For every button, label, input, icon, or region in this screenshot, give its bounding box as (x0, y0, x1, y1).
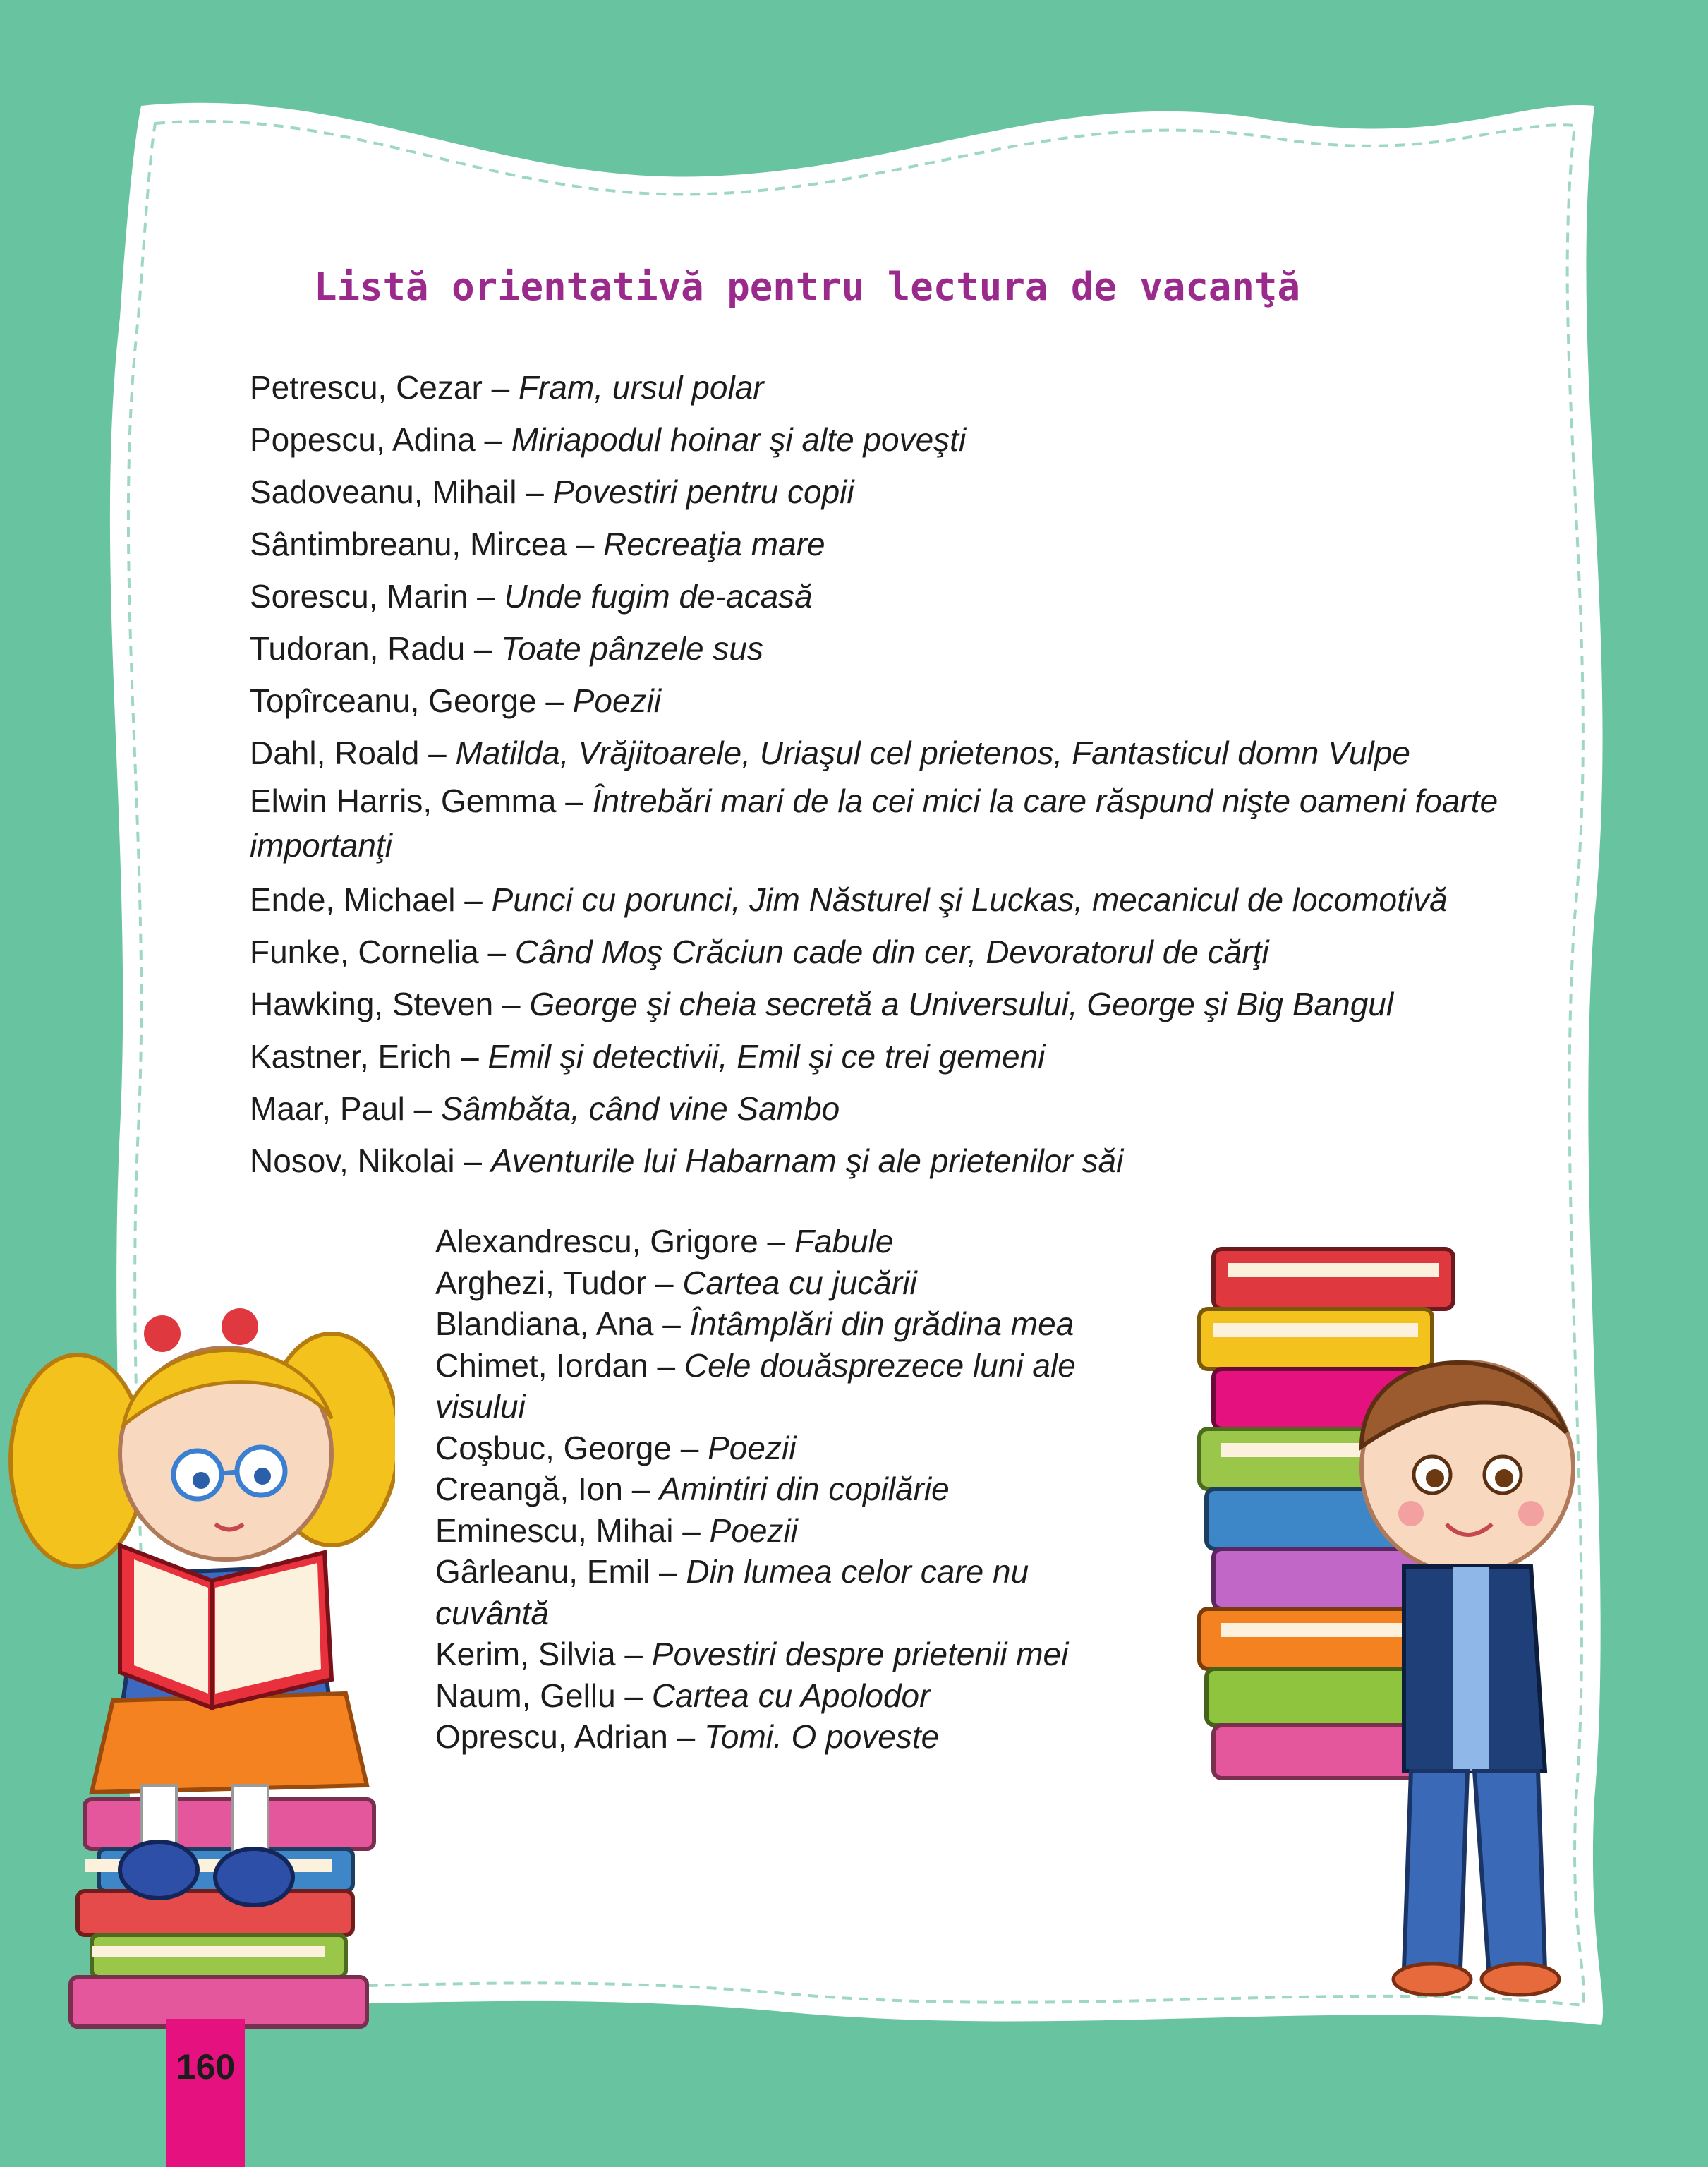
girl-reading-illustration (0, 1249, 395, 2032)
entry-separator: – (653, 1305, 690, 1342)
entry-book-titles: Când Moş Crăciun cade din cer, Devoratorul de cărţi (514, 934, 1269, 970)
entry-book-titles: Din lumea celor care nu cuvântă (435, 1553, 1029, 1631)
entry-separator: – (673, 1511, 710, 1549)
reading-list-entry (435, 1634, 1141, 1675)
entry-author: Topîrceanu, George (250, 682, 537, 719)
reading-list-entry (435, 1716, 1141, 1758)
reading-list-primary (250, 361, 1590, 1187)
entry-author: Elwin Harris, Gemma (250, 783, 557, 819)
reading-list-entry (250, 1082, 1590, 1135)
entry-author: Alexandrescu, Grigore (435, 1223, 758, 1260)
entry-book-titles: Întrebări mari de la cei mici la care răspund nişte oameni foarte importanţi (250, 783, 1498, 864)
entry-separator: – (404, 1090, 442, 1127)
entry-author: Sadoveanu, Mihail (250, 473, 517, 510)
entry-book-titles: Poezii (708, 1429, 797, 1466)
entry-separator: – (454, 1142, 491, 1179)
reading-list-entry (435, 1551, 1113, 1634)
entry-separator: – (536, 682, 573, 719)
entry-author: Petrescu, Cezar (250, 369, 483, 406)
entry-author: Blandiana, Ana (435, 1305, 654, 1342)
entry-book-titles: Punci cu porunci, Jim Năsturel şi Luckas, mecanicul de locomotivă (491, 881, 1448, 918)
page-number: 160 (176, 2047, 236, 2087)
reading-list-entry (250, 466, 1590, 518)
entry-book-titles: Unde fugim de-acasă (504, 578, 813, 615)
entry-book-titles: Amintiri din copilărie (659, 1471, 950, 1507)
entry-author: Tudoran, Radu (250, 630, 466, 667)
entry-author: Sântimbreanu, Mircea (250, 526, 567, 562)
entry-book-titles: Miriapodul hoinar şi alte poveşti (511, 421, 967, 458)
reading-list-entry (250, 675, 1590, 727)
entry-author: Coşbuc, George (435, 1429, 672, 1466)
entry-author: Eminescu, Mihai (435, 1511, 674, 1549)
entry-book-titles: Întâmplări din grădina mea (689, 1305, 1074, 1342)
reading-list-entry (250, 622, 1590, 675)
entry-separator: – (615, 1677, 652, 1714)
entry-book-titles: Recreaţia mare (603, 526, 825, 562)
entry-author: Maar, Paul (250, 1090, 405, 1127)
entry-author: Gârleanu, Emil (435, 1553, 650, 1590)
entry-separator: – (615, 1636, 652, 1672)
entry-separator: – (758, 1223, 794, 1260)
reading-list-entry (435, 1262, 1141, 1304)
entry-separator: – (622, 1471, 660, 1507)
entry-book-titles: Aventurile lui Habarnam şi ale prietenilor săi (490, 1142, 1124, 1179)
page-title: Listă orientativă pentru lectura de vacanţă (314, 265, 1300, 309)
reading-list-entry (435, 1468, 1141, 1510)
entry-author: Creangă, Ion (435, 1471, 623, 1507)
entry-separator: – (493, 986, 530, 1022)
reading-list-entry (250, 727, 1590, 779)
reading-list-entry (250, 926, 1590, 978)
entry-separator: – (516, 473, 553, 510)
entry-author: Hawking, Steven (250, 986, 494, 1022)
entry-book-titles: Fabule (794, 1223, 894, 1260)
boy-carrying-books-illustration (1136, 1235, 1587, 2004)
entry-book-titles: Povestiri pentru copii (552, 473, 854, 510)
entry-book-titles: Poezii (709, 1511, 798, 1549)
entry-separator: – (465, 630, 502, 667)
entry-author: Kerim, Silvia (435, 1636, 616, 1672)
entry-book-titles: Fram, ursul polar (518, 369, 764, 406)
entry-separator: – (671, 1429, 708, 1466)
entry-book-titles: George şi cheia secretă a Universului, George şi Big Bangul (529, 986, 1394, 1022)
entry-separator: – (478, 934, 515, 970)
reading-list-entry (250, 874, 1590, 926)
entry-author: Sorescu, Marin (250, 578, 468, 615)
entry-book-titles: Tomi. O poveste (704, 1718, 940, 1755)
entry-separator: – (556, 783, 593, 819)
reading-list-entry (250, 978, 1590, 1030)
reading-list-entry (435, 1427, 1141, 1469)
reading-list-entry (250, 779, 1541, 868)
entry-separator: – (648, 1346, 684, 1384)
reading-list-entry (250, 414, 1590, 466)
entry-separator: – (475, 421, 511, 458)
entry-book-titles: Povestiri despre prietenii mei (651, 1636, 1069, 1672)
entry-book-titles: Cartea cu jucării (682, 1264, 917, 1301)
entry-separator: – (646, 1264, 683, 1301)
entry-separator: – (482, 369, 519, 406)
entry-author: Dahl, Roald (250, 735, 420, 771)
entry-author: Chimet, Iordan (435, 1346, 648, 1384)
page-number-tab (166, 2019, 245, 2167)
reading-list-entry (435, 1510, 1141, 1552)
entry-book-titles: Matilda, Vrăjitoarele, Uriaşul cel prietenos, Fantasticul domn Vulpe (455, 735, 1410, 771)
entry-author: Naum, Gellu (435, 1677, 616, 1714)
entry-separator: – (667, 1718, 704, 1755)
reading-list-entry (250, 570, 1590, 622)
reading-list-entry (435, 1345, 1113, 1427)
entry-book-titles: Poezii (572, 682, 662, 719)
entry-author: Kastner, Erich (250, 1038, 452, 1075)
reading-list-entry (250, 1030, 1590, 1082)
reading-list-entry (250, 1135, 1590, 1187)
entry-book-titles: Emil şi detectivii, Emil şi ce trei gemeni (487, 1038, 1046, 1075)
entry-separator: – (455, 881, 492, 918)
reading-list-entry (435, 1221, 1141, 1262)
reading-list-entry (435, 1303, 1141, 1345)
reading-list-entry (435, 1675, 1141, 1717)
entry-separator: – (468, 578, 504, 615)
reading-list-secondary (435, 1221, 1141, 1758)
entry-author: Funke, Cornelia (250, 934, 479, 970)
entry-author: Oprescu, Adrian (435, 1718, 668, 1755)
entry-author: Arghezi, Tudor (435, 1264, 647, 1301)
book-stack-left (71, 1799, 374, 2027)
entry-author: Nosov, Nikolai (250, 1142, 455, 1179)
entry-book-titles: Toate pânzele sus (501, 630, 763, 667)
entry-author: Popescu, Adina (250, 421, 476, 458)
entry-book-titles: Sâmbăta, când vine Sambo (441, 1090, 840, 1127)
entry-separator: – (567, 526, 604, 562)
entry-author: Ende, Michael (250, 881, 456, 918)
reading-list-entry (250, 361, 1590, 414)
entry-separator: – (650, 1553, 686, 1590)
reading-list-entry (250, 518, 1590, 570)
entry-book-titles: Cele douăsprezece luni ale visului (435, 1346, 1076, 1425)
entry-book-titles: Cartea cu Apolodor (651, 1677, 931, 1714)
entry-separator: – (452, 1038, 488, 1075)
entry-separator: – (419, 735, 456, 771)
